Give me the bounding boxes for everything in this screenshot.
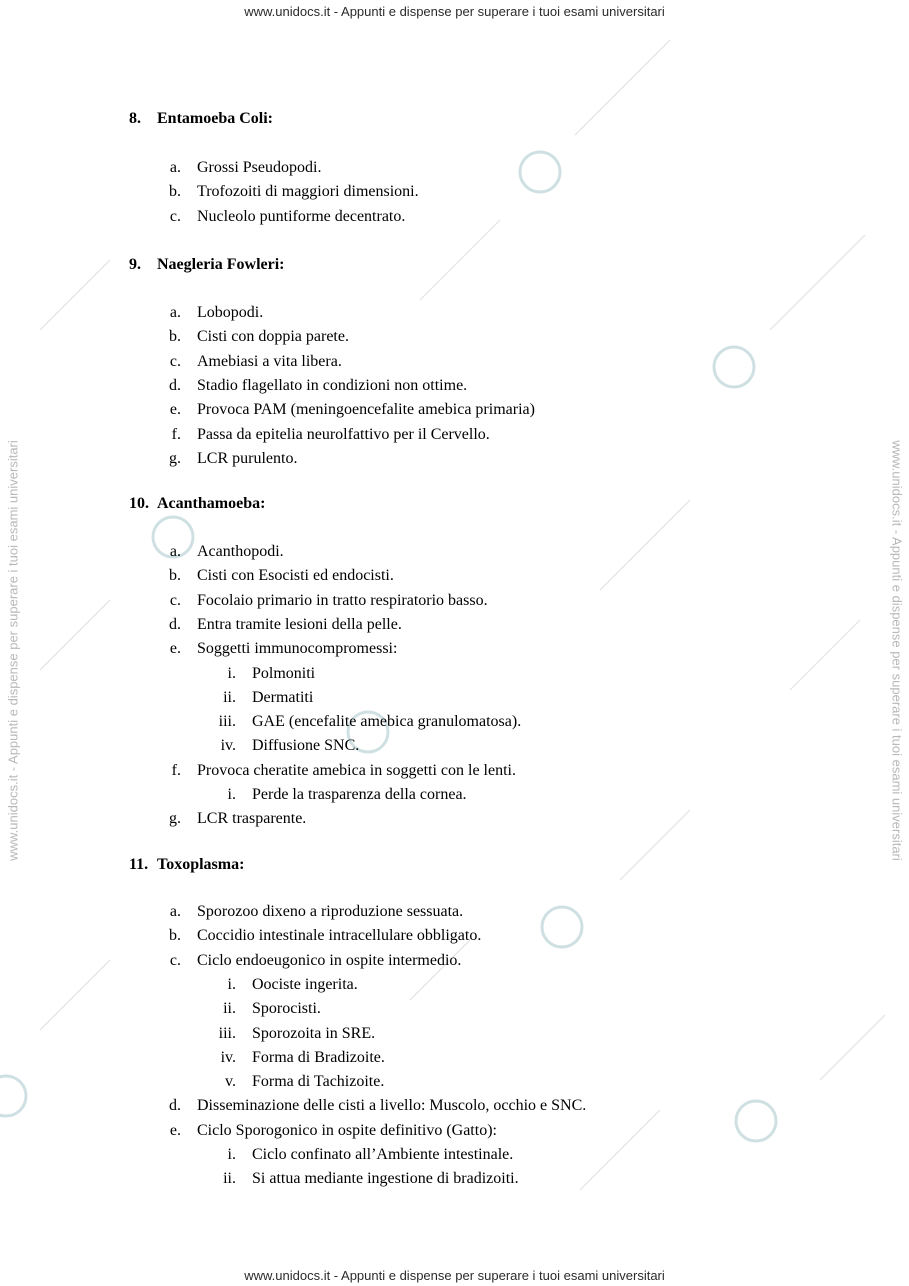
sub-list-marker: ii.	[223, 1170, 236, 1188]
list-text: Passa da epitelia neurolfattivo per il Cervello.	[197, 425, 490, 443]
section-heading	[129, 256, 285, 274]
section-number: 11.	[129, 856, 149, 873]
list-text: Cisti con doppia parete.	[197, 328, 349, 346]
list-marker: a.	[169, 159, 181, 176]
list-text: Coccidio intestinale intracellulare obbligato.	[197, 927, 482, 945]
sub-list-marker: i.	[227, 975, 236, 993]
list-text: Acanthopodi.	[197, 543, 284, 560]
sub-list-text: Forma di Tachizoite.	[252, 1073, 385, 1091]
list-marker: b.	[169, 567, 181, 585]
sub-list-marker: i.	[227, 1146, 236, 1163]
sub-list-marker: iv.	[220, 1048, 236, 1066]
list-text: Ciclo endoeugonico in ospite intermedio.	[197, 951, 462, 969]
list-text: Stadio flagellato in condizioni non ottime.	[197, 376, 468, 394]
list-marker: g.	[169, 449, 181, 467]
sub-list-text: Sporocisti.	[252, 1000, 321, 1018]
sub-list-marker: iii.	[218, 1024, 236, 1042]
watermark-side-left: www.unidocs.it - Appunti e dispense per superare i tuoi esami universitari	[5, 440, 21, 861]
list-marker: c.	[169, 207, 181, 225]
list-text: Focolaio primario in tratto respiratorio basso.	[197, 591, 488, 609]
section-title: Entamoeba Coli:	[157, 110, 273, 127]
list-marker: e.	[169, 1121, 181, 1139]
sub-list-text: Si attua mediante ingestione di bradizoiti.	[252, 1170, 519, 1188]
section-heading	[129, 110, 273, 128]
list-marker: g.	[169, 810, 181, 828]
watermark-banner-top: www.unidocs.it - Appunti e dispense per superare i tuoi esami universitari	[244, 4, 665, 19]
list-text: Trofozoiti di maggiori dimensioni.	[197, 183, 419, 201]
list-text: Provoca PAM (meningoencefalite amebica primaria)	[197, 401, 535, 419]
list-marker: b.	[169, 328, 181, 346]
sub-list-text: Diffusione SNC.	[252, 737, 360, 755]
list-text: Sporozoo dixeno a riproduzione sessuata.	[197, 903, 464, 920]
list-marker: b.	[169, 183, 181, 201]
list-text: Soggetti immunocompromessi:	[197, 640, 398, 658]
sub-list-text: Ciclo confinato all’Ambiente intestinale.	[252, 1146, 514, 1163]
sub-list-marker: iv.	[220, 737, 236, 755]
section-number: 9.	[129, 256, 141, 273]
sub-list-text: Polmoniti	[252, 664, 316, 682]
list-text: Amebiasi a vita libera.	[197, 352, 342, 370]
section-number: 8.	[129, 110, 141, 127]
sub-list-marker: iii.	[218, 713, 236, 731]
sub-list-text: Sporozoita in SRE.	[252, 1024, 376, 1042]
list-text: Ciclo Sporogonico in ospite definitivo (Gatto):	[197, 1121, 497, 1139]
list-text: Entra tramite lesioni della pelle.	[197, 615, 402, 633]
list-text: Provoca cheratite amebica in soggetti con le lenti.	[197, 761, 516, 779]
list-text: Nucleolo puntiforme decentrato.	[197, 207, 406, 225]
sub-list-text: Forma di Bradizoite.	[252, 1048, 385, 1066]
sub-list-marker: ii.	[223, 1000, 236, 1018]
sub-list-text: GAE (encefalite amebica granulomatosa).	[252, 713, 522, 731]
section-heading	[129, 856, 244, 874]
list-marker: e.	[169, 401, 181, 419]
list-marker: e.	[169, 640, 181, 658]
list-marker: c.	[169, 352, 181, 370]
section-title: Acanthamoeba:	[157, 495, 266, 512]
sub-list-text: Perde la trasparenza della cornea.	[252, 786, 467, 803]
list-text: Disseminazione delle cisti a livello: Muscolo, occhio e SNC.	[197, 1097, 587, 1115]
section-title: Naegleria Fowleri:	[157, 256, 285, 273]
section-title: Toxoplasma:	[157, 856, 245, 873]
list-marker: a.	[169, 903, 181, 920]
list-marker: a.	[169, 304, 181, 321]
list-marker: d.	[169, 376, 181, 394]
sub-list-marker: i.	[227, 786, 236, 803]
list-text: Grossi Pseudopodi.	[197, 159, 322, 176]
sub-list-marker: i.	[227, 664, 236, 682]
watermark-banner-bottom: www.unidocs.it - Appunti e dispense per superare i tuoi esami universitari	[244, 1268, 665, 1283]
watermark-side-right: www.unidocs.it - Appunti e dispense per superare i tuoi esami universitari	[889, 440, 905, 861]
list-marker: c.	[169, 591, 181, 609]
list-marker: f.	[171, 761, 181, 779]
sub-list-text: Dermatiti	[252, 688, 314, 706]
section-heading	[129, 495, 265, 513]
list-marker: f.	[171, 425, 181, 443]
list-text: LCR trasparente.	[197, 810, 307, 828]
list-marker: d.	[169, 615, 181, 633]
sub-list-marker: v.	[225, 1073, 236, 1091]
section-number: 10.	[129, 495, 149, 512]
list-marker: c.	[169, 951, 181, 969]
list-text: Cisti con Esocisti ed endocisti.	[197, 567, 394, 585]
list-marker: d.	[169, 1097, 181, 1115]
list-marker: a.	[169, 543, 181, 560]
sub-list-text: Oociste ingerita.	[252, 975, 358, 993]
sub-list-marker: ii.	[223, 688, 236, 706]
list-marker: b.	[169, 927, 181, 945]
list-text: LCR purulento.	[197, 449, 298, 467]
list-text: Lobopodi.	[197, 304, 264, 321]
